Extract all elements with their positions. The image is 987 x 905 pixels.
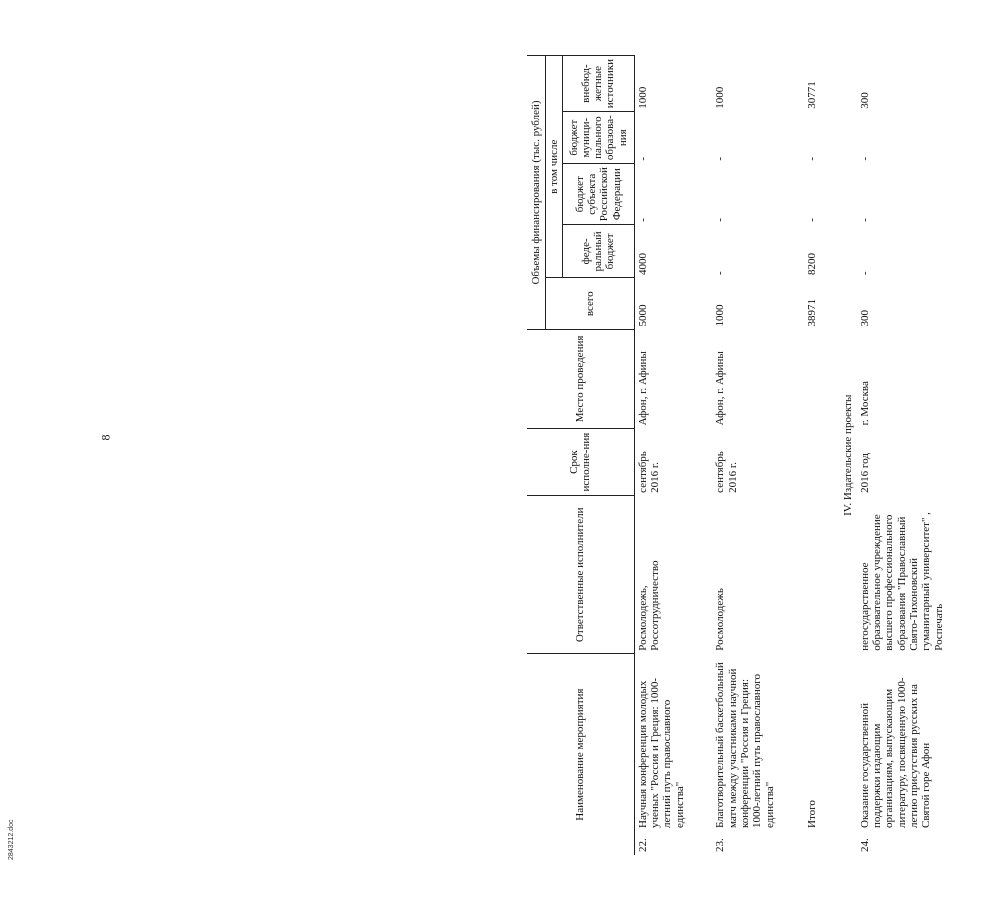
row-place: Афон, г. Афины bbox=[714, 351, 727, 426]
row-term bbox=[804, 428, 840, 495]
row-name: Итого bbox=[806, 800, 819, 828]
row-number: 24. bbox=[858, 838, 871, 852]
header-subject: бюджет субъекта Российской Федерации bbox=[562, 164, 634, 225]
table-row bbox=[712, 56, 804, 856]
row-responsible: Росмолодежь bbox=[714, 588, 727, 651]
table-row-total bbox=[804, 56, 840, 856]
row-name: Благотворительный баскетбольный матч между участниками научной конференции "Россия и Греция: 1000-летний путь православного единства" bbox=[714, 662, 776, 828]
row-extra: 1000 bbox=[714, 86, 727, 109]
row-place: Афон, г. Афины bbox=[636, 351, 649, 426]
rotated-table-container bbox=[527, 55, 987, 855]
row-total: 1000 bbox=[714, 304, 727, 327]
row-responsible: Росмолодежь, Россотрудничество bbox=[636, 560, 662, 651]
table-row bbox=[857, 56, 969, 856]
header-total: всего bbox=[545, 278, 634, 330]
row-extra: 30771 bbox=[806, 81, 819, 109]
row-term: сентябрь 2016 г. bbox=[636, 451, 662, 493]
row-federal: 8200 bbox=[806, 252, 819, 275]
header-federal: феде-ральный бюджет bbox=[562, 225, 634, 278]
page-number: 8 bbox=[98, 434, 113, 441]
row-name: Оказание государственной поддержки издающим организациям, выпускающим литературу, посвященную 1000-летию присутствия русских на Святой горе Афон bbox=[858, 677, 933, 828]
section-row bbox=[840, 56, 856, 856]
row-place bbox=[804, 330, 840, 429]
header-municipal: бюджет муници-пального образова-ния bbox=[562, 112, 634, 164]
row-subject: - bbox=[636, 218, 649, 222]
header-name: Наименование мероприятия bbox=[527, 654, 634, 855]
header-including: в том числе bbox=[545, 56, 562, 278]
row-total: 38971 bbox=[806, 299, 819, 327]
row-total: 300 bbox=[858, 310, 871, 327]
header-extra: внебюд-жетные источники bbox=[562, 56, 634, 112]
row-subject: - bbox=[858, 218, 871, 222]
row-municipal: - bbox=[806, 156, 819, 161]
funding-table bbox=[527, 55, 969, 855]
row-responsible: негосударственное образовательное учреждение высшего профессионального образования "Православный Свято-Тихоновский гуманитарный университет" , Роспечать bbox=[858, 512, 945, 651]
row-name: Научная конференция молодых ученых "Россия и Греция: 1000-летний путь православного единства" bbox=[636, 678, 686, 828]
row-number bbox=[806, 828, 818, 852]
header-responsible: Ответственные исполнители bbox=[527, 496, 634, 654]
table-row bbox=[634, 56, 712, 856]
row-place: г. Москва bbox=[858, 381, 871, 426]
row-total: 5000 bbox=[636, 304, 649, 327]
header-term: Срок исполне-ния bbox=[527, 428, 634, 495]
row-municipal: - bbox=[636, 156, 649, 161]
row-municipal: - bbox=[714, 156, 727, 161]
header-place: Место проведения bbox=[527, 330, 634, 429]
row-municipal: - bbox=[858, 156, 871, 161]
row-extra: 1000 bbox=[636, 86, 649, 109]
row-term: 2016 год bbox=[858, 453, 871, 493]
header-funding: Объемы финансирования (тыс. рублей) bbox=[527, 56, 545, 330]
row-federal: 4000 bbox=[636, 252, 649, 275]
row-extra: 300 bbox=[858, 92, 871, 109]
row-federal: - bbox=[714, 271, 727, 275]
row-subject: - bbox=[806, 218, 819, 222]
row-responsible bbox=[804, 496, 840, 654]
footer-filename: 2843212.doc bbox=[8, 819, 15, 860]
row-federal: - bbox=[858, 271, 871, 275]
row-subject: - bbox=[714, 218, 727, 222]
row-number: 22. bbox=[636, 838, 649, 852]
section-title: IV. Издательские проекты bbox=[842, 394, 855, 516]
row-term: сентябрь 2016 г. bbox=[714, 451, 739, 493]
row-number: 23. bbox=[714, 838, 727, 852]
